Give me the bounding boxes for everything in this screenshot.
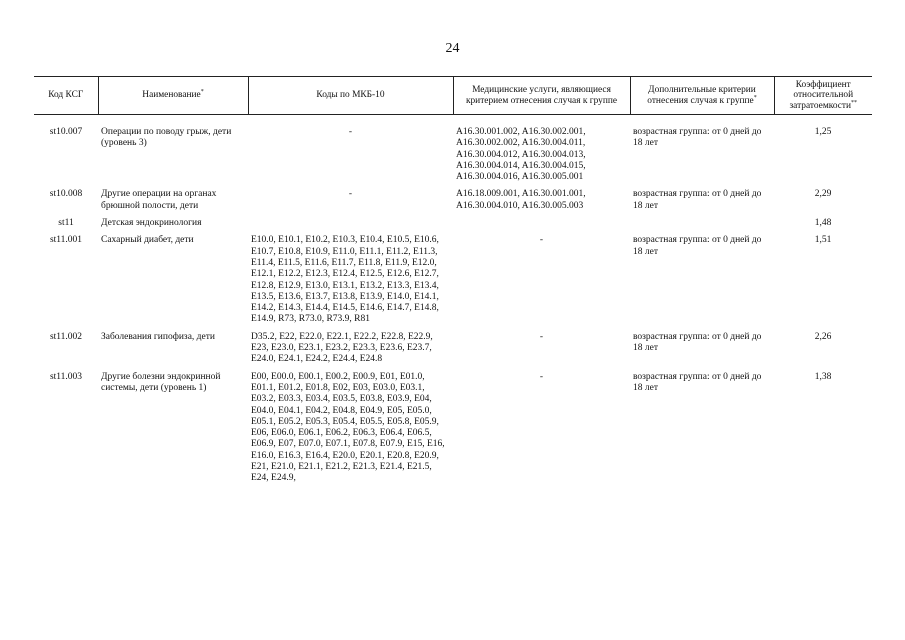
cost-coefficient: 2,26 xyxy=(814,331,832,342)
mkb-codes xyxy=(248,218,453,235)
cost-coefficient: 2,29 xyxy=(814,189,832,200)
table-row xyxy=(34,115,872,190)
medical-services: - xyxy=(539,235,544,246)
header-coef: Коэффициент относительной затратоемкости** xyxy=(774,77,872,115)
table-row xyxy=(34,235,872,331)
additional-criteria: возрастная группа: от 0 дней до 18 лет xyxy=(633,235,762,257)
medical-services: - xyxy=(539,331,544,342)
ksg-code: st10.007 xyxy=(49,127,83,137)
ksg-code: st11.001 xyxy=(49,235,83,246)
medical-services: A16.30.001.002, A16.30.002.001, A16.30.002.002, A16.30.004.011, A16.30.004.012, A16.30.004.013, A16.30.004.014, A16.30.004.015, A16.30.004.016, A16.30.005.001 xyxy=(456,127,586,183)
mkb-codes: E00, E00.0, E00.1, E00.2, E00.9, E01, E01.0, E01.1, E01.2, E01.8, E02, E03, E03.0, E03.1, E03.2, E03.3, E03.4, E03.5, E03.8, E03.9, E04, E04.0, E04.1, E04.2, E04.8, E04.9, E05, E05.0, E05.1, E05.2, E05.3, E05.4, E05.5, E05.8, E05.9, E06, E06.0, E06.1, E06.2, E06.3, E06.4, E06.5, E06.9, E07, E07.0, E07.1, E07.8, E07.9, E15, E16, E16.0, E16.3, E16.4, E20.0, E20.1, E20.8, E20.9, E21, E21.0, E21.1, E21.2, E21.3, E21.4, E21.5, E24, E24.9, xyxy=(251,371,445,484)
ksg-code: st11 xyxy=(58,218,74,229)
header-criteria: Дополнительные критерии отнесения случая к группе* xyxy=(630,77,774,115)
cost-coefficient: 1,38 xyxy=(814,371,832,382)
mkb-codes: - xyxy=(348,189,353,200)
mkb-codes: E10.0, E10.1, E10.2, E10.3, E10.4, E10.5, E10.6, E10.7, E10.8, E10.9, E11.0, E11.1, E11.2, E11.3, E11.4, E11.5, E11.6, E11.7, E11.8, E11.9, E12.0, E12.1, E12.2, E12.3, E12.4, E12.5, E12.6, E12.7, E12.8, E12.9, E13.0, E13.1, E13.2, E13.3, E13.4, E13.5, E13.6, E13.7, E13.8, E13.9, E14.0, E14.1, E14.2, E14.3, E14.4, E14.5, E14.6, E14.7, E14.8, E14.9, R73, R73.0, R73.9, R81 xyxy=(251,235,439,325)
ksg-name: Заболевания гипофиза, дети xyxy=(101,331,215,342)
additional-criteria: возрастная группа: от 0 дней до 18 лет xyxy=(633,189,762,211)
additional-criteria xyxy=(630,218,774,235)
ksg-name: Другие болезни эндокринной системы, дети (уровень 1) xyxy=(101,371,221,393)
cost-coefficient: 1,25 xyxy=(814,127,832,137)
medical-services xyxy=(453,218,630,235)
table-row xyxy=(34,372,872,485)
ksg-name: Сахарный диабет, дети xyxy=(101,235,194,246)
header-code: Код КСГ xyxy=(34,77,98,115)
mkb-codes: - xyxy=(348,127,353,137)
ksg-name: Детская эндокринология xyxy=(101,218,202,229)
table-row xyxy=(34,332,872,372)
ksg-name: Другие операции на органах брюшной полости, дети xyxy=(101,189,217,211)
page-number: 24 xyxy=(445,41,460,56)
additional-criteria: возрастная группа: от 0 дней до 18 лет xyxy=(633,127,762,149)
ksg-code: st11.003 xyxy=(49,371,83,382)
header-mkb: Коды по МКБ-10 xyxy=(248,77,453,115)
ksg-name: Операции по поводу грыж, дети (уровень 3) xyxy=(101,127,232,149)
header-name: Наименование* xyxy=(98,77,248,115)
medical-services: A16.18.009.001, A16.30.001.001, A16.30.004.010, A16.30.005.003 xyxy=(456,189,586,211)
header-services: Медицинские услуги, являющиеся критерием отнесения случая к группе xyxy=(453,77,630,115)
mkb-codes: D35.2, E22, E22.0, E22.1, E22.2, E22.8, E22.9, E23, E23.0, E23.1, E23.2, E23.3, E23.6, E23.7, E24.0, E24.1, E24.2, E24.4, E24.8 xyxy=(251,331,433,365)
cost-coefficient: 1,48 xyxy=(814,218,832,229)
additional-criteria: возрастная группа: от 0 дней до 18 лет xyxy=(633,371,762,393)
medical-services: - xyxy=(539,371,544,382)
additional-criteria: возрастная группа: от 0 дней до 18 лет xyxy=(633,331,762,354)
ksg-table xyxy=(34,76,872,485)
ksg-code: st10.008 xyxy=(49,189,83,200)
table-row xyxy=(34,189,872,218)
table-header-row xyxy=(34,77,872,115)
ksg-code: st11.002 xyxy=(49,331,83,342)
cost-coefficient: 1,51 xyxy=(814,235,832,246)
table-row xyxy=(34,218,872,235)
